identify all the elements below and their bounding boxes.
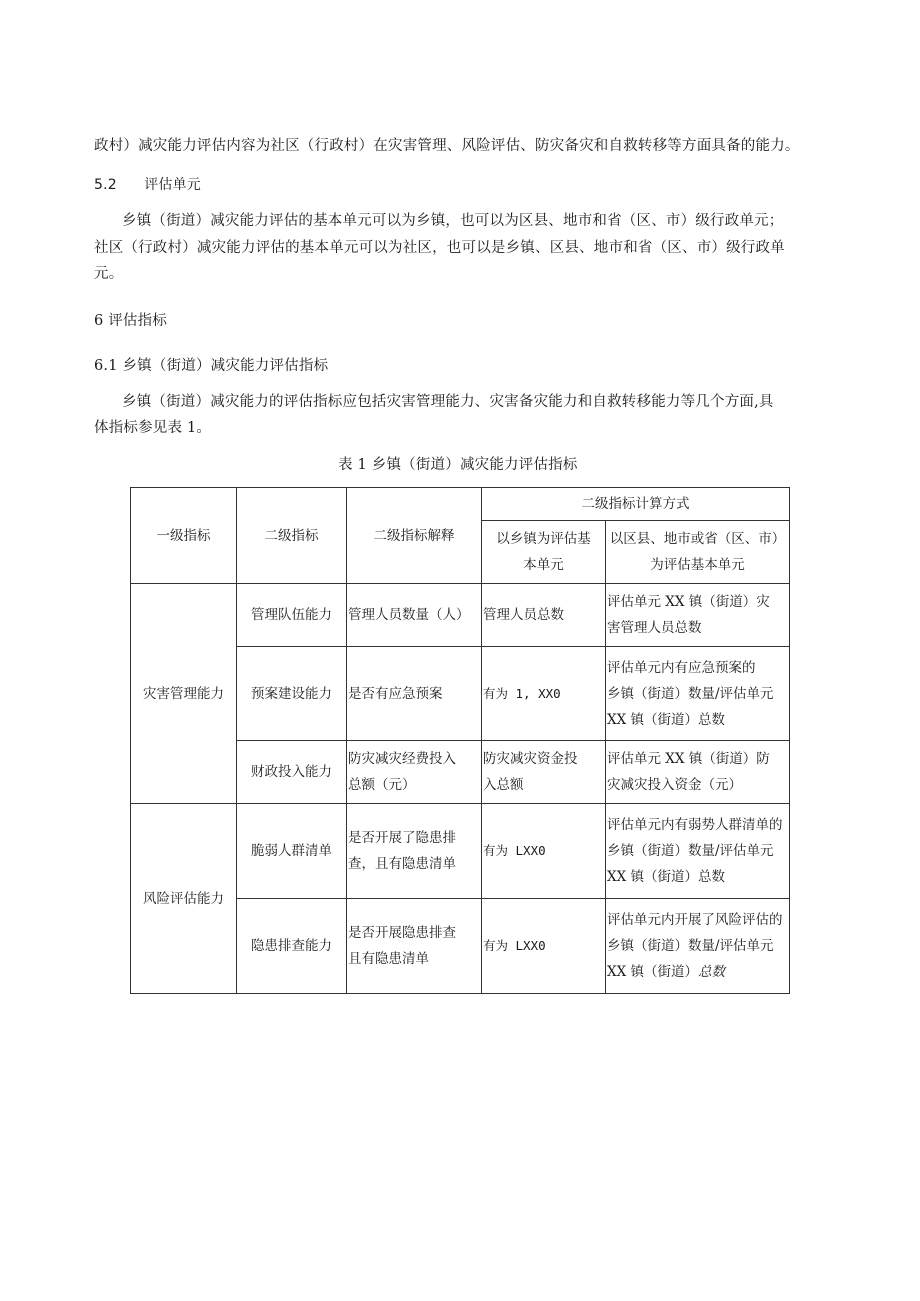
cell-line: 有为 LXX0 [483, 843, 546, 858]
town-calc-cell [482, 584, 606, 647]
level2-cell: 隐患排查能力 [237, 899, 347, 994]
cell-line: 评估单元内有弱势人群清单的 [607, 817, 783, 833]
cell-line [607, 959, 788, 985]
cell-line: 乡镇（街道）数量/评估单元 [607, 938, 774, 954]
level1-cell: 灾害管理能力 [131, 584, 237, 804]
explanation-cell [347, 584, 482, 647]
header-line: 本单元 [523, 557, 564, 573]
cell-line: 评估单元 XX 镇（街道）防 [607, 751, 770, 767]
cell-text: XX 镇（街道） [607, 964, 699, 980]
cell-line: 管理人员数量（人） [348, 607, 470, 623]
cell-line: 管理人员总数 [483, 607, 564, 623]
cell-line: 总额（元） [348, 777, 416, 793]
town-calc-cell [482, 647, 606, 741]
paragraph-line: 体指标参见表 1。 [94, 420, 212, 436]
cell-line: 评估单元 XX 镇（街道）灾 [607, 594, 770, 610]
section-title: 评估单元 [144, 177, 201, 193]
county-calc-cell [606, 647, 790, 741]
cell-line: 是否开展隐患排查 [348, 925, 456, 941]
level1-cell: 风险评估能力 [131, 804, 237, 994]
cell-line: XX 镇（街道）总数 [607, 711, 726, 728]
paragraph-line: 乡镇（街道）减灾能力的评估指标应包括灾害管理能力、灾害备灾能力和自救转移能力等几个方面,具 [122, 394, 774, 410]
cell-line: 评估单元内有应急预案的 [607, 659, 756, 676]
paragraph-line: 社区（行政村）减灾能力评估的基本单元可以为社区，也可以是乡镇、区县、地市和省（区、市）级行政单 [94, 240, 785, 256]
section-6-1-heading: 6.1 乡镇（街道）减灾能力评估指标 [94, 358, 329, 374]
cell-line: 乡镇（街道）数量/评估单元 [607, 685, 774, 702]
cell-line: 灾减灾投入资金（元） [607, 777, 742, 793]
town-calc-cell [482, 899, 606, 994]
evaluation-table [130, 487, 790, 994]
header-line: 以乡镇为评估基 [496, 531, 591, 547]
cell-line: 有为 1, XX0 [483, 685, 561, 701]
intro-line: 政村）减灾能力评估内容为社区（行政村）在灾害管理、风险评估、防灾备灾和自救转移等方面具备的能力。 [94, 138, 800, 154]
section-number: 5.2 [94, 177, 117, 193]
paragraph-line: 元。 [94, 266, 124, 282]
county-calc-cell [606, 899, 790, 994]
table-caption: 表 1 乡镇（街道）减灾能力评估指标 [338, 457, 578, 473]
header-explanation: 二级指标解释 [347, 488, 482, 584]
cell-line: 有为 LXX0 [483, 938, 546, 953]
header-line: 以区县、地市或省（区、市） [609, 531, 786, 547]
cell-line: 防灾减灾经费投入 [348, 751, 456, 767]
header-level1: 一级指标 [131, 488, 237, 584]
header-calc-town [482, 521, 606, 584]
cell-line: 查，且有隐患清单 [348, 856, 456, 872]
cell-line: 评估单元内开展了风险评估的 [607, 912, 783, 928]
level2-cell: 管理队伍能力 [237, 584, 347, 647]
explanation-cell [347, 804, 482, 899]
level2-cell: 财政投入能力 [237, 741, 347, 804]
section-5-2-heading [94, 175, 201, 195]
table-header-row [131, 488, 790, 521]
explanation-cell [347, 647, 482, 741]
cell-line: XX 镇（街道）总数 [607, 869, 726, 885]
header-level2: 二级指标 [237, 488, 347, 584]
section-6-heading: 6 评估指标 [94, 313, 168, 329]
explanation-cell [347, 899, 482, 994]
cell-line: 是否开展了隐患排 [348, 830, 456, 846]
level2-cell: 脆弱人群清单 [237, 804, 347, 899]
cell-line: 且有隐患清单 [348, 951, 429, 967]
table-row [131, 804, 790, 899]
level2-cell: 预案建设能力 [237, 647, 347, 741]
cell-line: 是否有应急预案 [348, 685, 443, 702]
cell-line: 防灾减灾资金投 [483, 751, 578, 767]
header-line: 为评估基本单元 [650, 557, 745, 573]
cell-line: 乡镇（街道）数量/评估单元 [607, 843, 774, 859]
cell-line: 入总额 [483, 777, 524, 793]
cell-line: 害管理人员总数 [607, 620, 702, 636]
header-calc-county [606, 521, 790, 584]
explanation-cell [347, 741, 482, 804]
town-calc-cell [482, 804, 606, 899]
cell-text-italic: 总数 [698, 964, 726, 980]
table-row [131, 584, 790, 647]
header-calc: 二级指标计算方式 [482, 488, 790, 521]
town-calc-cell [482, 741, 606, 804]
paragraph-line: 乡镇（街道）减灾能力评估的基本单元可以为乡镇，也可以为区县、地市和省（区、市）级行政单元； [122, 213, 784, 229]
county-calc-cell [606, 584, 790, 647]
county-calc-cell [606, 804, 790, 899]
county-calc-cell [606, 741, 790, 804]
